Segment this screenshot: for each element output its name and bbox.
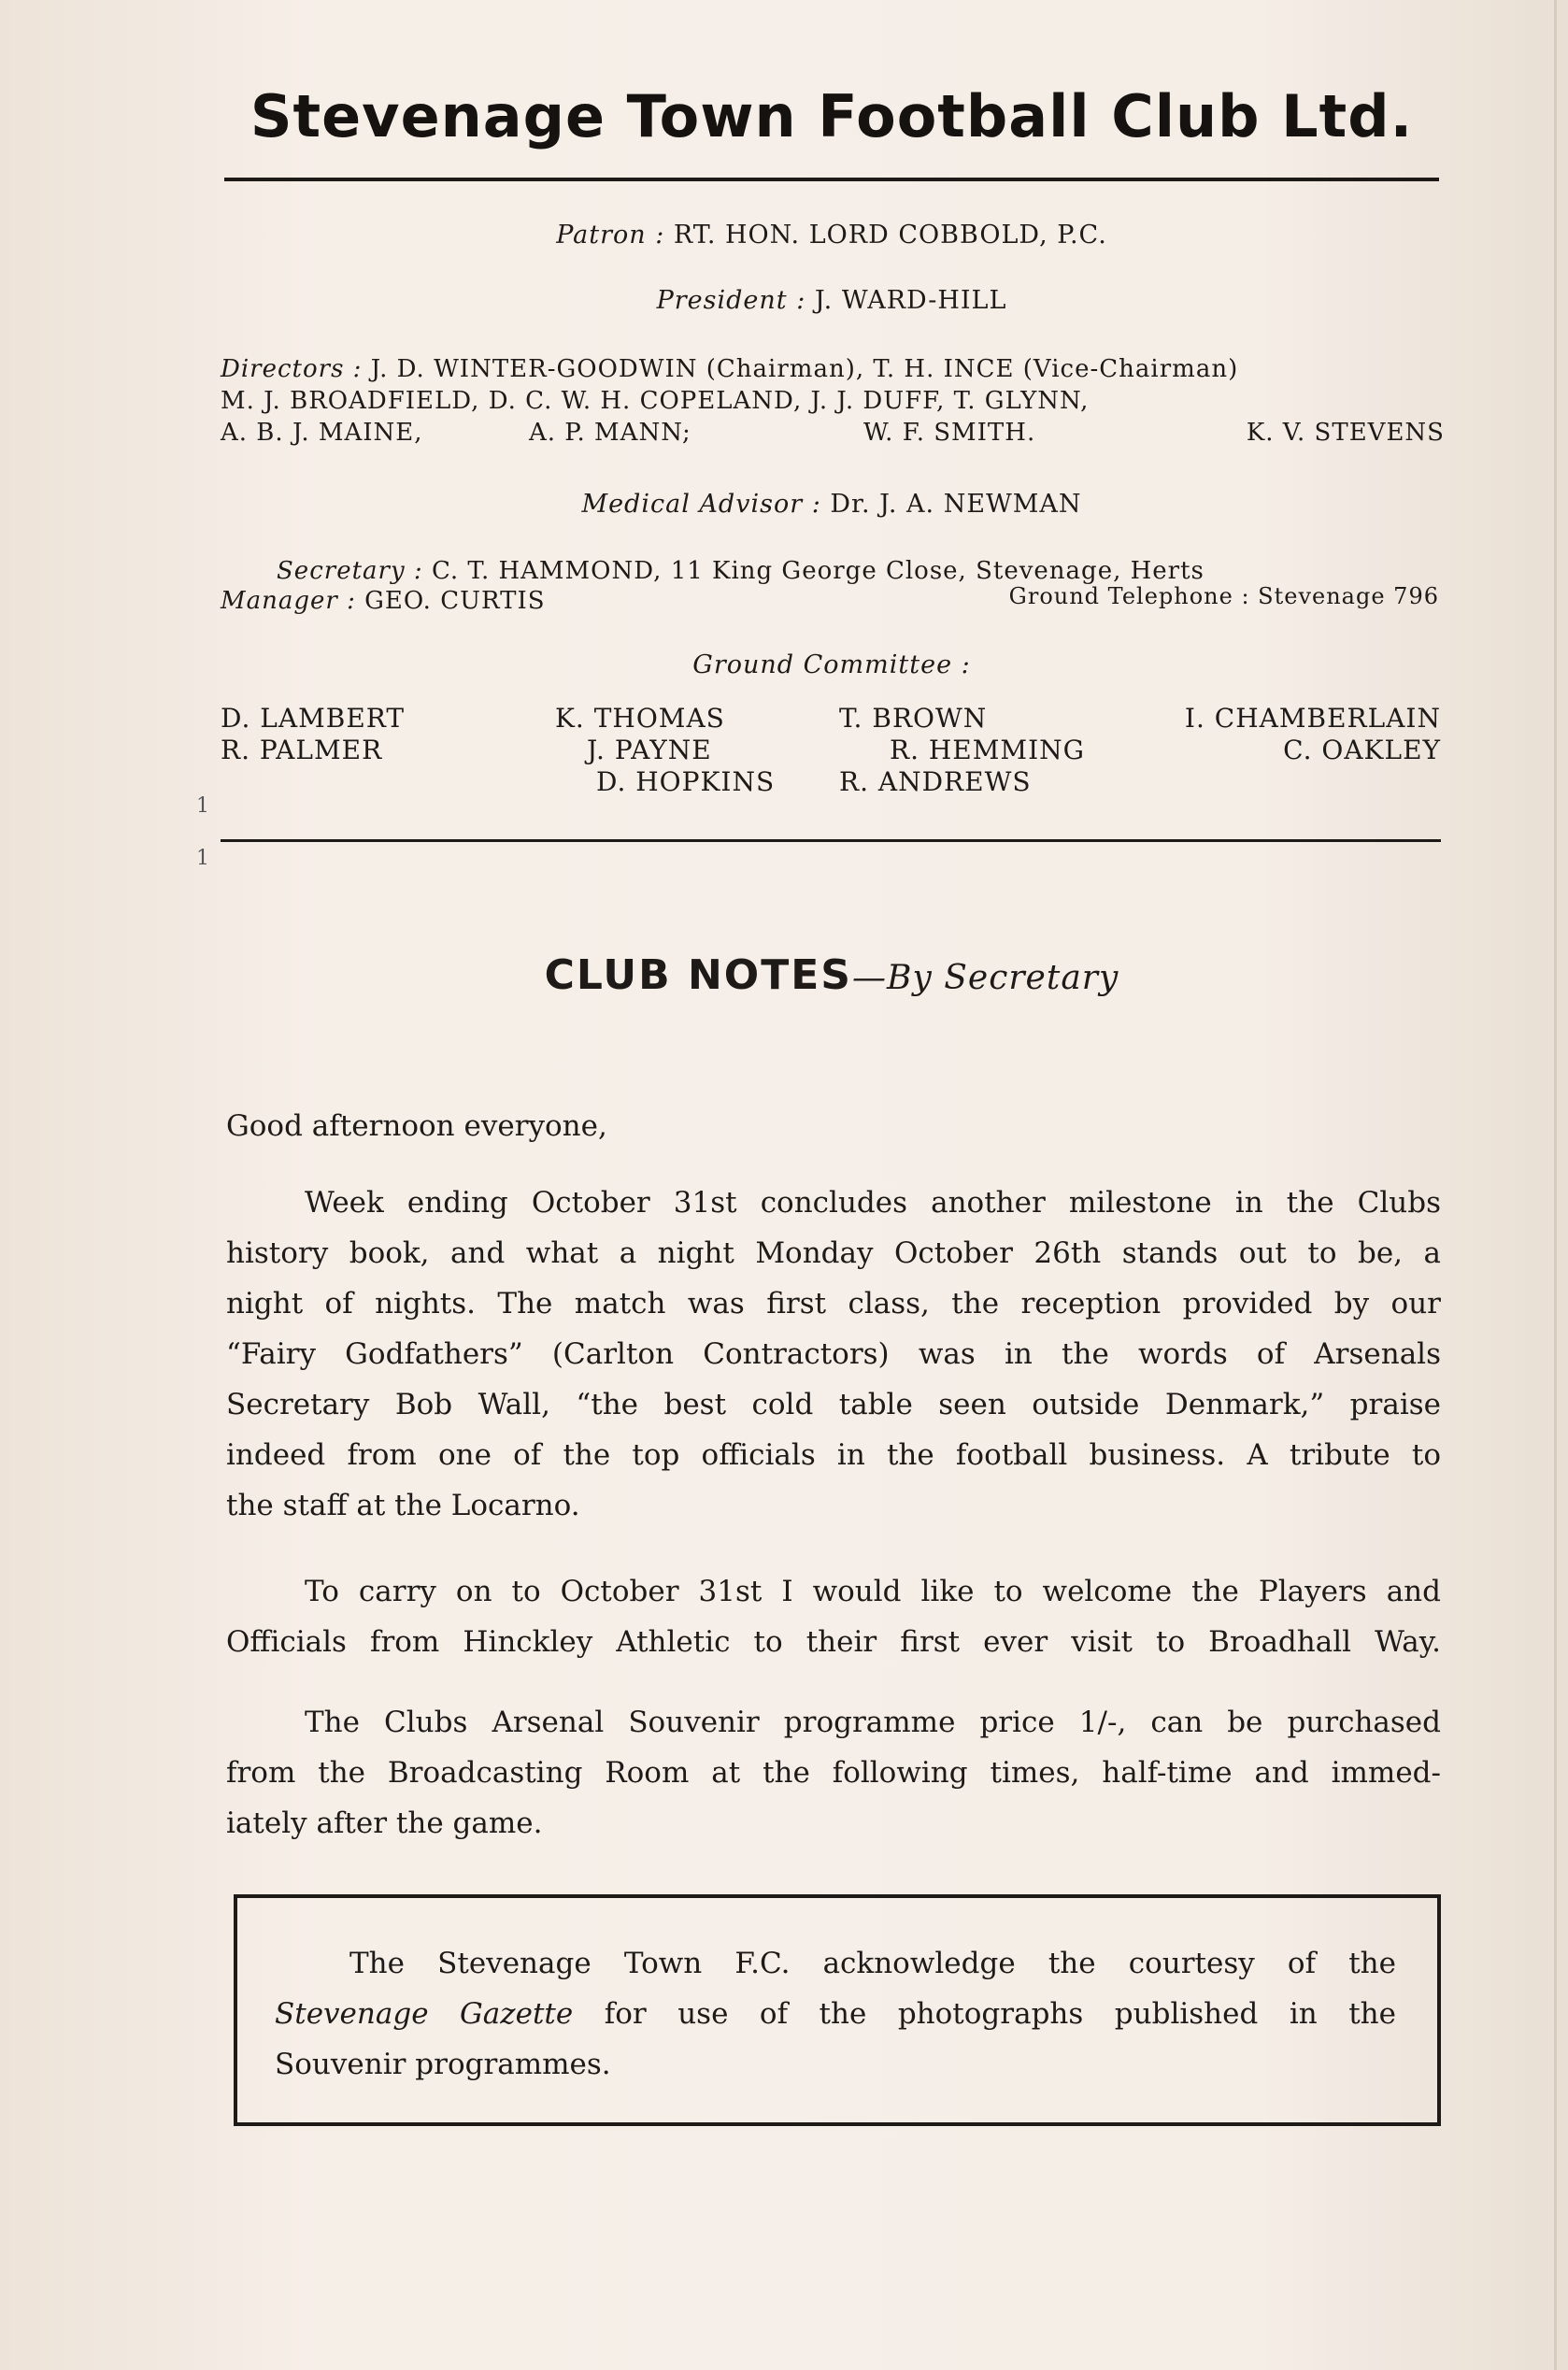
committee-member: D. HOPKINS: [596, 766, 776, 797]
president-line: [224, 286, 1439, 315]
committee-member: J. PAYNE: [587, 735, 712, 765]
directors-label: Directors :: [221, 355, 363, 383]
club-notes-byline: —By Secretary: [851, 959, 1119, 997]
paragraph-line: To carry on to October 31st I would like to welcome the Players and: [305, 1575, 1441, 1608]
margin-mark: 1: [196, 847, 209, 870]
director-mann: A. P. MANN;: [529, 419, 691, 447]
paragraph-line: “Fairy Godfathers” (Carlton Contractors) was in the words of Arsenals: [226, 1337, 1441, 1371]
paragraph-line: Week ending October 31st concludes another milestone in the Clubs: [305, 1186, 1441, 1220]
directors-line-1: [221, 355, 1238, 383]
secretary-line: [277, 557, 1205, 585]
directors-line-3: [221, 419, 1445, 450]
medical-label: Medical Advisor :: [581, 490, 821, 519]
committee-member: R. HEMMING: [890, 735, 1086, 765]
paragraph-line: Secretary Bob Wall, “the best cold table seen outside Denmark,” praise: [226, 1388, 1441, 1421]
paragraph-line: indeed from one of the top officials in the football business. A tribute to: [226, 1438, 1441, 1472]
paragraph-line: iately after the game.: [226, 1806, 543, 1840]
gazette-name: Stevenage Gazette: [275, 1997, 574, 2031]
president-value: J. WARD-HILL: [814, 286, 1007, 315]
paragraph-line: history book, and what a night Monday October 26th stands out to be, a: [226, 1236, 1441, 1270]
medical-value: Dr. J. A. NEWMAN: [830, 490, 1082, 519]
ground-telephone: Ground Telephone : Stevenage 796: [1008, 583, 1439, 609]
director-smith: W. F. SMITH.: [863, 419, 1036, 447]
committee-member: K. THOMAS: [555, 703, 725, 734]
acknowledgement-text: [275, 1938, 1396, 2090]
paragraph-line: the staff at the Locarno.: [226, 1489, 580, 1522]
committee-member: R. PALMER: [221, 735, 383, 765]
manager-value: GEO. CURTIS: [364, 587, 546, 615]
page-fold: [1554, 0, 1557, 2370]
club-notes-heading: [224, 951, 1439, 999]
president-label: President :: [656, 286, 806, 315]
patron-line: [224, 221, 1439, 250]
manager-line: [221, 587, 546, 615]
committee-row-3: [221, 766, 1441, 800]
ground-committee-label: Ground Committee :: [692, 650, 971, 679]
secretary-value: C. T. HAMMOND, 11 King George Close, Stevenage, Herts: [431, 557, 1205, 585]
header-bottom-rule: [221, 839, 1441, 842]
committee-member: R. ANDREWS: [839, 766, 1032, 797]
club-title: Stevenage Town Football Club Ltd.: [249, 82, 1414, 150]
patron-label: Patron :: [556, 221, 665, 250]
club-notes-title: CLUB NOTES: [544, 951, 852, 999]
acknowledgement-line: The Stevenage Town F.C. acknowledge the courtesy of the: [349, 1947, 1396, 1980]
notes-paragraph-1: [226, 1178, 1441, 1531]
committee-member: D. LAMBERT: [221, 703, 406, 734]
paragraph-line: from the Broadcasting Room at the following times, half-time and immed-: [226, 1756, 1441, 1790]
margin-mark: 1: [196, 794, 209, 818]
committee-member: T. BROWN: [839, 703, 988, 734]
committee-row-2: [221, 735, 1441, 768]
notes-paragraph-3: [226, 1697, 1441, 1849]
notes-paragraph-2: [226, 1566, 1441, 1667]
paragraph-line: The Clubs Arsenal Souvenir programme price 1/-, can be purchased: [305, 1706, 1441, 1739]
acknowledgement-line: Souvenir programmes.: [275, 2048, 611, 2081]
director-maine: A. B. J. MAINE,: [221, 419, 423, 447]
medical-line: [224, 490, 1439, 519]
acknowledgement-line-2-rest: for use of the photographs published in the: [573, 1997, 1396, 2031]
director-stevens: K. V. STEVENS: [1246, 419, 1445, 447]
greeting: Good afternoon everyone,: [226, 1109, 607, 1143]
manager-label: Manager :: [221, 587, 356, 615]
committee-row-1: [221, 703, 1441, 736]
secretary-label: Secretary :: [277, 557, 423, 585]
directors-names-2: M. J. BROADFIELD, D. C. W. H. COPELAND, J. J. DUFF, T. GLYNN,: [221, 387, 1090, 415]
committee-member: C. OAKLEY: [1283, 735, 1441, 765]
acknowledgement-line-2: [275, 1989, 1396, 2039]
committee-member: I. CHAMBERLAIN: [1184, 703, 1441, 734]
patron-value: RT. HON. LORD COBBOLD, P.C.: [673, 221, 1107, 250]
directors-names-1: J. D. WINTER-GOODWIN (Chairman), T. H. INCE (Vice-Chairman): [370, 355, 1239, 383]
title-rule: [224, 178, 1439, 181]
paragraph-line: night of nights. The match was first class, the reception provided by our: [226, 1287, 1441, 1321]
directors-line-2: [221, 387, 1089, 415]
paragraph-line: Officials from Hinckley Athletic to their first ever visit to Broadhall Way.: [226, 1625, 1441, 1659]
